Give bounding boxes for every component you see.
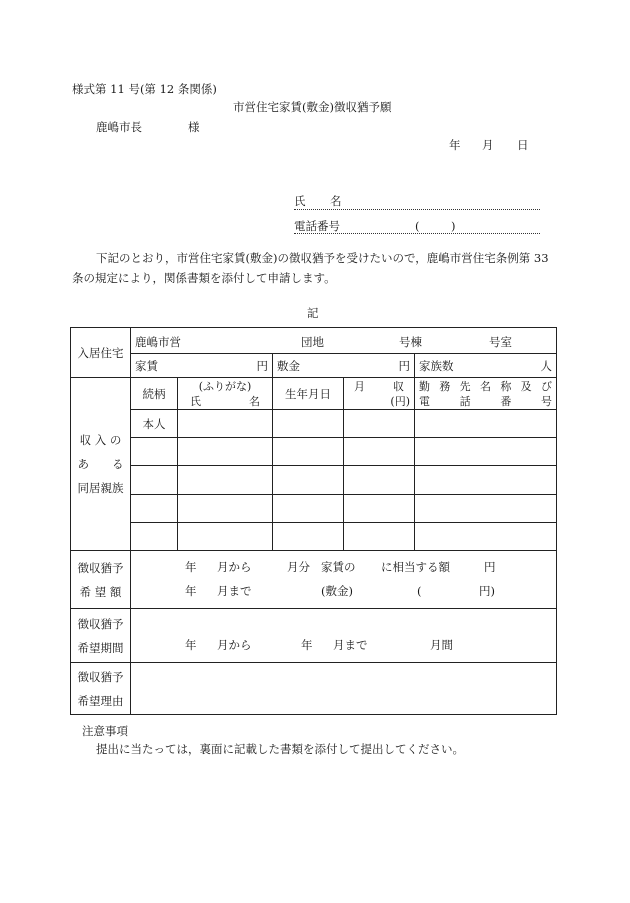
family-cell[interactable] — [415, 354, 557, 378]
col-monthly-1: 月 — [354, 379, 365, 393]
work-cell[interactable] — [415, 410, 557, 438]
reason-label-2: 希望理由 — [77, 693, 124, 708]
col-name-1: 氏 — [190, 394, 201, 408]
deposit-label: 敷金 — [277, 358, 300, 373]
family-unit: 人 — [540, 358, 553, 373]
col-monthly — [344, 378, 415, 410]
work-cell[interactable] — [415, 523, 557, 551]
monthly-cell[interactable] — [344, 466, 415, 495]
document-title: 市営住宅家賃(敷金)徴収猶予願 — [233, 100, 392, 114]
date-month: 月 — [482, 138, 494, 152]
reason-label-cell — [71, 663, 131, 715]
period-label-cell — [71, 609, 131, 663]
relation-cell[interactable] — [131, 495, 178, 523]
col-relation: 続柄 — [131, 378, 178, 410]
deposit-unit: 円 — [398, 358, 410, 373]
col-furigana: (ふりがな) — [198, 379, 252, 393]
relation-cell[interactable] — [131, 466, 178, 495]
phone-input-line[interactable] — [294, 233, 540, 234]
col-birth: 生年月日 — [273, 378, 344, 410]
date-year: 年 — [449, 138, 461, 152]
birth-cell[interactable] — [273, 438, 344, 466]
amount-label-1: 徴収猶予 — [77, 560, 124, 575]
col-work: 勤 務 先 名 称 及 び 電 話 番 号 — [415, 378, 557, 410]
application-table — [70, 327, 557, 715]
phone-label: 電話番号 — [294, 219, 340, 233]
col-monthly-unit: (円) — [390, 394, 410, 408]
income-label-cell — [71, 378, 131, 551]
rent-cell[interactable] — [131, 354, 273, 378]
goushitsu-label: 号室 — [489, 334, 512, 349]
col-monthly-2: 収 — [393, 379, 404, 393]
monthly-cell[interactable] — [344, 523, 415, 551]
name-cell[interactable] — [178, 523, 273, 551]
form-number: 様式第 11 号(第 12 条関係) — [72, 82, 217, 96]
name-input-line[interactable] — [294, 209, 540, 210]
amount-label-cell — [71, 551, 131, 609]
name-cell[interactable] — [178, 466, 273, 495]
request-paragraph: 下記のとおり，市営住宅家賃(敷金)の徴収猶予を受けたいので，鹿嶋市営住宅条例第 33 条の規定により，関係書類を添付して申請します。 — [72, 251, 549, 285]
income-label-line-1: 収 入 の — [79, 433, 122, 447]
reason-label-1: 徴収猶予 — [77, 669, 124, 684]
amount-label-2: 希 望 額 — [79, 584, 122, 599]
name-label-2: 名 — [330, 194, 342, 208]
addressee-city: 鹿嶋市長 — [96, 120, 142, 134]
rent-label: 家賃 — [135, 358, 158, 373]
name-label-1: 氏 — [294, 194, 306, 208]
city-estate: 鹿嶋市営 — [135, 334, 181, 349]
residence-address-cell[interactable] — [131, 328, 557, 354]
gotou-label: 号棟 — [399, 334, 422, 349]
rent-unit: 円 — [256, 358, 268, 373]
period-cell[interactable]: 年 月から 年 月まで 月間 — [131, 609, 557, 663]
col-name-2: 名 — [249, 394, 260, 408]
name-cell[interactable] — [178, 495, 273, 523]
income-label-line-2: あ る — [77, 457, 124, 471]
name-cell[interactable] — [178, 410, 273, 438]
income-label-line-3: 同居親族 — [77, 481, 124, 495]
birth-cell[interactable] — [273, 410, 344, 438]
amount-cell[interactable]: 年 月から 月分 家賃の に相当する額 円 年 月まで (敷金) ( 円) — [131, 551, 557, 609]
name-cell[interactable] — [178, 438, 273, 466]
phone-paren-open: ( — [415, 219, 420, 233]
notes-text: 提出に当たっては，裏面に記載した書類を添付して提出してください。 — [96, 742, 464, 756]
monthly-cell[interactable] — [344, 438, 415, 466]
phone-paren-close: ) — [451, 219, 456, 233]
date-day: 日 — [517, 138, 529, 152]
birth-cell[interactable] — [273, 466, 344, 495]
monthly-cell[interactable] — [344, 410, 415, 438]
notes-heading: 注意事項 — [82, 724, 128, 738]
relation-cell-self[interactable]: 本人 — [131, 410, 178, 438]
danchi-label: 団地 — [301, 334, 324, 349]
deposit-cell[interactable] — [273, 354, 415, 378]
work-cell[interactable] — [415, 466, 557, 495]
ki-heading: 記 — [307, 306, 319, 320]
work-cell[interactable] — [415, 495, 557, 523]
reason-cell[interactable] — [131, 663, 557, 715]
col-name — [178, 378, 273, 410]
addressee-honorific: 様 — [188, 120, 200, 134]
monthly-cell[interactable] — [344, 495, 415, 523]
residence-label-cell — [71, 328, 131, 378]
family-label: 家族数 — [419, 358, 454, 373]
period-label-2: 希望期間 — [77, 640, 124, 655]
period-label-1: 徴収猶予 — [77, 616, 124, 631]
residence-label: 入居住宅 — [77, 345, 124, 360]
birth-cell[interactable] — [273, 495, 344, 523]
work-cell[interactable] — [415, 438, 557, 466]
relation-cell[interactable] — [131, 438, 178, 466]
relation-cell[interactable] — [131, 523, 178, 551]
birth-cell[interactable] — [273, 523, 344, 551]
